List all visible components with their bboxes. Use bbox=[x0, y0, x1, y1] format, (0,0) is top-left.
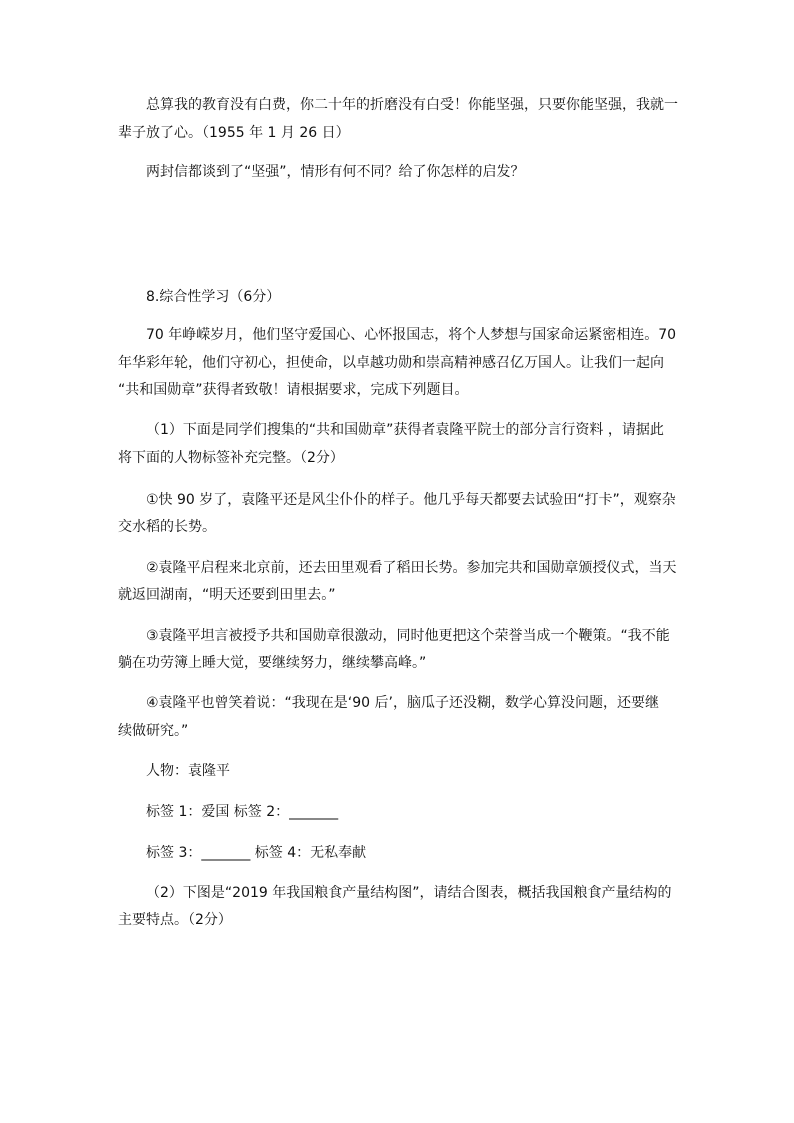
intro-line: 70 年峥嵘岁月，他们坚守爱国心、心怀报国志，将个人梦想与国家命运紧密相连。70 bbox=[146, 327, 677, 343]
material-item-3: ③袁隆平坦言被授予共和国勋章很激动，同时他更把这个荣誉当成一个鞭策。“我不能 bbox=[146, 628, 670, 644]
letter-text-line: 辈子放了心。（1955 年 1 月 26 日） bbox=[118, 125, 350, 141]
material-item-1: ①快 90 岁了，袁隆平还是风尘仆仆的样子。他几乎每天都要去试验田“打卡”，观察杂 bbox=[146, 492, 676, 508]
material-item-4: 续做研究。” bbox=[118, 723, 189, 739]
subquestion-1: 将下面的人物标签补充完整。（2分） bbox=[118, 450, 344, 466]
person-label: 人物：袁隆平 bbox=[146, 763, 230, 779]
material-item-4: ④袁隆平也曾笑着说：“我现在是‘90 后’，脑瓜子还没糊，数学心算没问题，还要继 bbox=[146, 695, 659, 711]
section-8-heading: 8.综合性学习（6分） bbox=[146, 289, 281, 305]
subquestion-2: 主要特点。（2分） bbox=[118, 912, 232, 928]
material-item-2: 就返回湖南，“明天还要到田里去。” bbox=[118, 587, 336, 603]
material-item-2: ②袁隆平启程来北京前，还去田里观看了稻田长势。参加完共和国勋章颁授仪式，当天 bbox=[146, 560, 677, 576]
material-item-3: 躺在功劳簿上睡大觉，要继续努力，继续攀高峰。” bbox=[118, 655, 427, 671]
subquestion-1: （1）下面是同学们搜集的“共和国勋章”获得者袁隆平院士的部分言行资料 ，请据此 bbox=[146, 422, 664, 438]
material-item-1: 交水稻的长势。 bbox=[118, 519, 216, 535]
tag-row-2: 标签 3：_______ 标签 4：无私奉献 bbox=[146, 845, 367, 861]
subquestion-2: （2）下图是“2019 年我国粮食产量结构图”，请结合图表，概括我国粮食产量结构的 bbox=[146, 885, 672, 901]
question-7: 两封信都谈到了“坚强”，情形有何不同？给了你怎样的启发？ bbox=[146, 164, 525, 180]
letter-text-line: 总算我的教育没有白费，你二十年的折磨没有白受！你能坚强，只要你能坚强，我就一 bbox=[146, 97, 678, 113]
intro-line: 年华彩年轮，他们守初心，担使命，以卓越功勋和崇高精神感召亿万国人。让我们一起向 bbox=[118, 355, 664, 371]
intro-line: “共和国勋章”获得者致敬！请根据要求，完成下列题目。 bbox=[118, 382, 469, 398]
tag-row-1: 标签 1：爱国 标签 2：_______ bbox=[146, 804, 339, 820]
